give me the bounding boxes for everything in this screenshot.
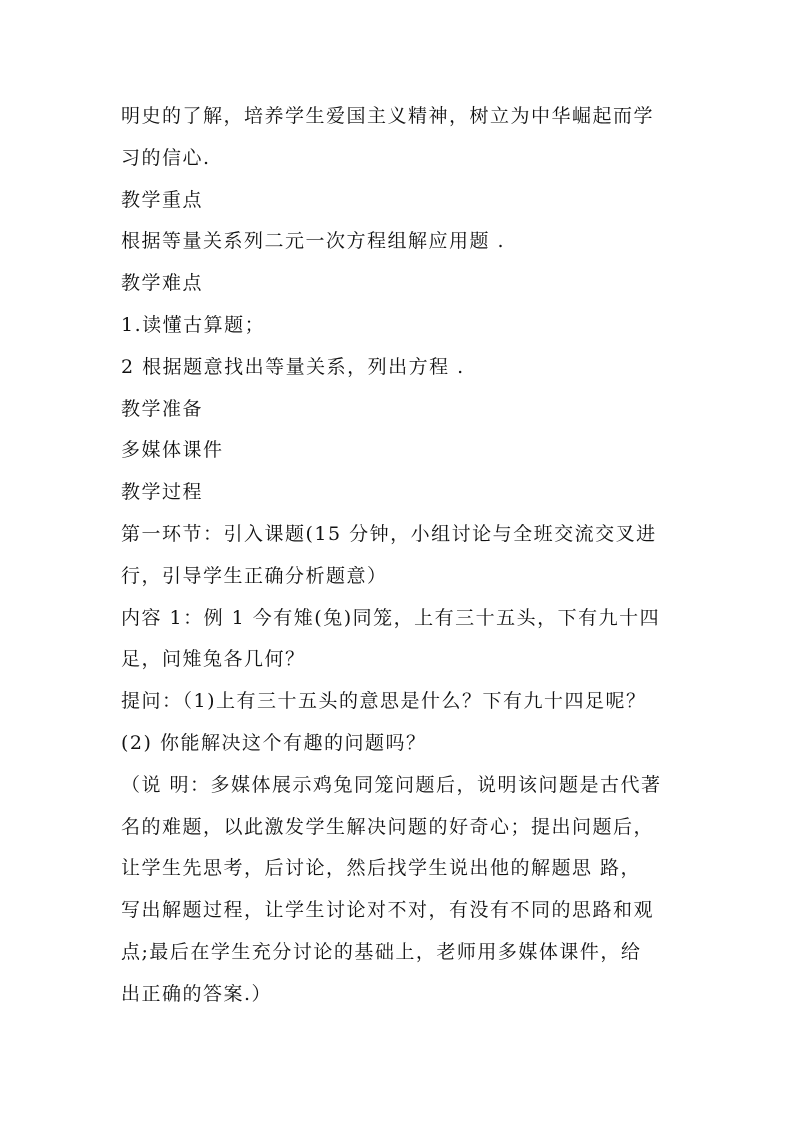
text-line: 根据等量关系列二元一次方程组解应用题 . bbox=[121, 230, 506, 253]
text-line: 明史的了解，培养学生爱国主义精神，树立为中华崛起而学 bbox=[121, 105, 655, 127]
text-line: 出正确的答案.） bbox=[121, 982, 273, 1005]
text-line: 名的难题，以此激发学生解决问题的好奇心；提出问题后， bbox=[121, 815, 655, 838]
text-line: 提问：（1)上有三十五头的意思是什么？下有九十四足呢？ bbox=[121, 690, 647, 713]
section-heading: 教学难点 bbox=[121, 272, 204, 295]
section-heading: 教学重点 bbox=[121, 188, 204, 211]
list-item: 1.读懂古算题； bbox=[121, 313, 266, 336]
text-line: 足，问雉兔各几何？ bbox=[121, 648, 306, 671]
section-heading: 教学过程 bbox=[121, 481, 204, 504]
list-item: 2 根据题意找出等量关系，列出方程 . bbox=[121, 355, 465, 378]
text-line: 写出解题过程，让学生讨论对不对，有没有不同的思路和观 bbox=[121, 899, 655, 922]
text-line: 让学生先思考，后讨论，然后找学生说出他的解题思 路， bbox=[121, 857, 642, 880]
text-line: 第一环节：引入课题(15 分钟，小组讨论与全班交流交叉进 bbox=[121, 522, 657, 545]
text-line: 内容 1：例 1 今有雉(兔)同笼，上有三十五头，下有九十四 bbox=[121, 606, 661, 629]
text-line: (2) 你能解决这个有趣的问题吗？ bbox=[121, 731, 427, 754]
text-line: （说 明：多媒体展示鸡兔同笼问题后，说明该问题是古代著 bbox=[121, 773, 662, 796]
text-line: 习的信心. bbox=[121, 146, 211, 169]
text-line: 点;最后在学生充分讨论的基础上，老师用多媒体课件，给 bbox=[121, 940, 642, 963]
document-body bbox=[121, 96, 681, 1016]
text-line: 行，引导学生正确分析题意） bbox=[121, 564, 388, 587]
section-heading: 教学准备 bbox=[121, 397, 204, 420]
text-line: 多媒体课件 bbox=[121, 439, 224, 462]
